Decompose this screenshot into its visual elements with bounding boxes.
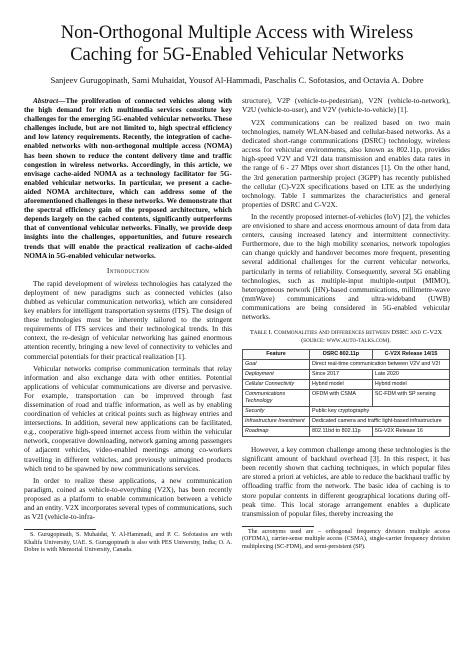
abstract-label: Abstract [33,96,59,105]
table-cell: Hybrid model [310,380,373,390]
table-cell: Security [243,407,310,417]
table-row [243,360,450,370]
title-line-2: Caching for 5G-Enabled Vehicular Networks [70,45,404,65]
table-cell: Public key cryptography [310,407,450,417]
right-column [242,118,450,551]
table-cell: Since 2017 [310,370,373,380]
affiliation-text: S. Gurugopinath, S. Muhaidat, Y. Al-Hammadi, and P. C. Sofotasios are with Khalifa University, UAE. S. Gurugopinath is also with PES University, India; O. A. Dobre is with Memorial University, Canada. [24,532,232,554]
table-cell: Hybrid model [372,380,449,390]
table-cell: Infrastructure Investment [243,417,310,427]
right-column-top [242,96,450,114]
acronym-footnote [242,529,450,551]
table-row [243,380,450,390]
right-paragraph-3: However, a key common challenge among these technologies is the significant amount of backhaul overhead [3]. In this respect, it has been recently shown that caching techniques, in which popular files are stored a priori at vehicles, are able to reduce the backhaul traffic by offloading traffic from the network. The basic idea of caching is to store popular contents in different geographical locations during off-peak time. This local storage arrangement enables a duplicate transmission of popular files, thereby increasing the [242,445,450,518]
footnote-divider [24,529,96,530]
abstract-text: —The proliferation of connected vehicles along with the high demand for rich multimedia services constitute key challenges for the emerging 5G-enabled vehicular networks. These challenges include, but are not limited to, high spectral efficiency and low latency requirements. Recently, the integration of cache-enabled networks with non-orthogonal multiple access (NOMA) has been shown to reduce the content delivery time and traffic congestion in wireless networks. Accordingly, in this article, we envisage cache-aided NOMA as a technology facilitator for 5G-enabled vehicular networks. In particular, we present a cache-aided NOMA architecture, which can address some of the aforementioned challenges in these networks. We demonstrate that the spectral efficiency gain of the proposed architecture, which depends largely on the cached contents, significantly outperforms that of conventional vehicular networks. Finally, we provide deep insights into the challenges, opportunities, and future research trends that will enable the practical realization of cache-aided NOMA in 5G-enabled vehicular networks. [24,96,232,260]
right-continuation-text: structure), V2P (vehicle-to-pedestrian), V2N (vehicle-to-network), V2U (vehicle-to-user), and V2V (vehicle-to-vehicle) [1]. [242,96,450,115]
author-list: Sanjeev Gurugopinath, Sami Muhaidat, Yousof Al-Hammadi, Paschalis C. Sofotasios, and Octavia A. Dobre [50,75,424,85]
table-cell: Roadmap [243,427,310,437]
table-header-cell: C-V2X Release 14/15 [372,350,449,360]
footnote-divider-right [242,526,314,527]
table-cell: OFDM with CSMA [310,390,373,407]
affiliation-footnote [24,532,232,554]
abstract [24,96,232,260]
table-caption: Table I. Commonalities and differences between DSRC and C-V2X (source: www.auto-talks.com). [249,329,443,345]
paper-title [20,22,454,66]
table-header-row [243,350,450,360]
table-row [243,417,450,427]
table-row [243,407,450,417]
table-cell: Communications Technology [243,390,310,407]
table-cell: Late 2020 [372,370,449,380]
right-paragraph-2: In the recently proposed internet-of-vehicles (IoV) [2], the vehicles are envisioned to share and access enormous amount of data from data centers, causing increased latency and intermittent connectivity. Furthermore, due to the high mobility scenarios, network topologies can change quickly and handover becomes more frequent, presenting several additional challenges for the current vehicular networks, particularly in terms of reliability. Consequently, several 5G enabling technologies, such as multiple-input multiple-output (MIMO), heterogeneous network (HN)-based communications, millimetre-wave (mmWave) communications and ultra-wideband (UWB) communications are being considered in 5G-enabled vehicular networks. [242,211,450,321]
comparison-table [242,349,450,437]
table-row [243,427,450,437]
table-cell: Direct real-time communication between V2V and V2I [310,360,450,370]
section-heading-introduction: Introduction [106,265,150,275]
table-cell: Deployment [243,370,310,380]
intro-paragraph-3: In order to realize these applications, a new communication paradigm, coined as vehicle-to-everything (V2X), has been recently proposed as a platform to enable communication between a vehicle and an entity. V2X incorporates several types of communications, such as V2I (vehicle-to-infra- [24,475,232,522]
right-paragraph-1: V2X communications can be realized based on two main technologies, namely WLAN-based and cellular-based networks. As a dedicated short-range communications (DSRC) technology, wireless access for vehicular environments, also known as 802.11p, provides high-speed V2V and V2I data transmission and enables data rates in the range of 6 - 27 Mbps over short distances [1]. On the other hand, the 3rd generation partnership project (3GPP) has recently published the cellular (C)-V2X specifications based on LTE as the underlying technology. Table I summarizes the characteristics and general properties of DSRC and C-V2X. [242,118,450,209]
table-header-cell: DSRC 802.11p [310,350,373,360]
table-row [243,390,450,407]
table-cell: 5G-V2X Release 16 [372,427,449,437]
table-header-cell: Feature [243,350,310,360]
table-row [243,370,450,380]
table-cell: Dedicated camera and traffic light-based infrastructure [310,417,450,427]
intro-paragraph-1: The rapid development of wireless technologies has catalyzed the deployment of new paradigms such as connected vehicles (also dubbed as vehicular communication networks), which are considered key enablers for intelligent transportation systems (ITS). The design of these technologies must be inherently tailored to the stringent requirements of ITS services and their technological trends. In this context, the re-design of vehicular networking has gained enormous attention recently, bringing a new level of connectivity to vehicles and commercial potentials for their practical realization [1]. [24,278,232,361]
title-line-1: Non-Orthogonal Multiple Access with Wireless [60,23,414,43]
left-column [24,96,232,554]
acronym-footnote-text: The acronyms used are – orthogonal frequency division multiple access (OFDMA), carrier-sense multiple access (CSMA), single-carrier frequency division multiplexing (SC-FDM), and semi-persistent (SP). [242,528,450,550]
intro-paragraph-2: Vehicular networks comprise communication terminals that relay information and also exchange data with other entities. Potential applications of vehicular communications are diverse and pervasive. For example, transportation can be improved through fast dissemination of road and traffic information, as well as by enabling coordination of vehicles at critical points such as highway entries and intersections. In addition, several new applications can be facilitated, e.g., cooperative high-speed internet access from within the vehicular network, cooperative downloading, network gaming among passengers of adjacent vehicles, video-enabled meetings among co-workers travelling in different vehicles, and previously unimagined products which tend to be spawned by new communications services. [24,363,232,473]
table-cell: Cellular Connectivity [243,380,310,390]
table-cell: 802.11bd to 802.11p [310,427,373,437]
table-cell: Goal [243,360,310,370]
table-cell: SC-FDM with SP sensing [372,390,449,407]
